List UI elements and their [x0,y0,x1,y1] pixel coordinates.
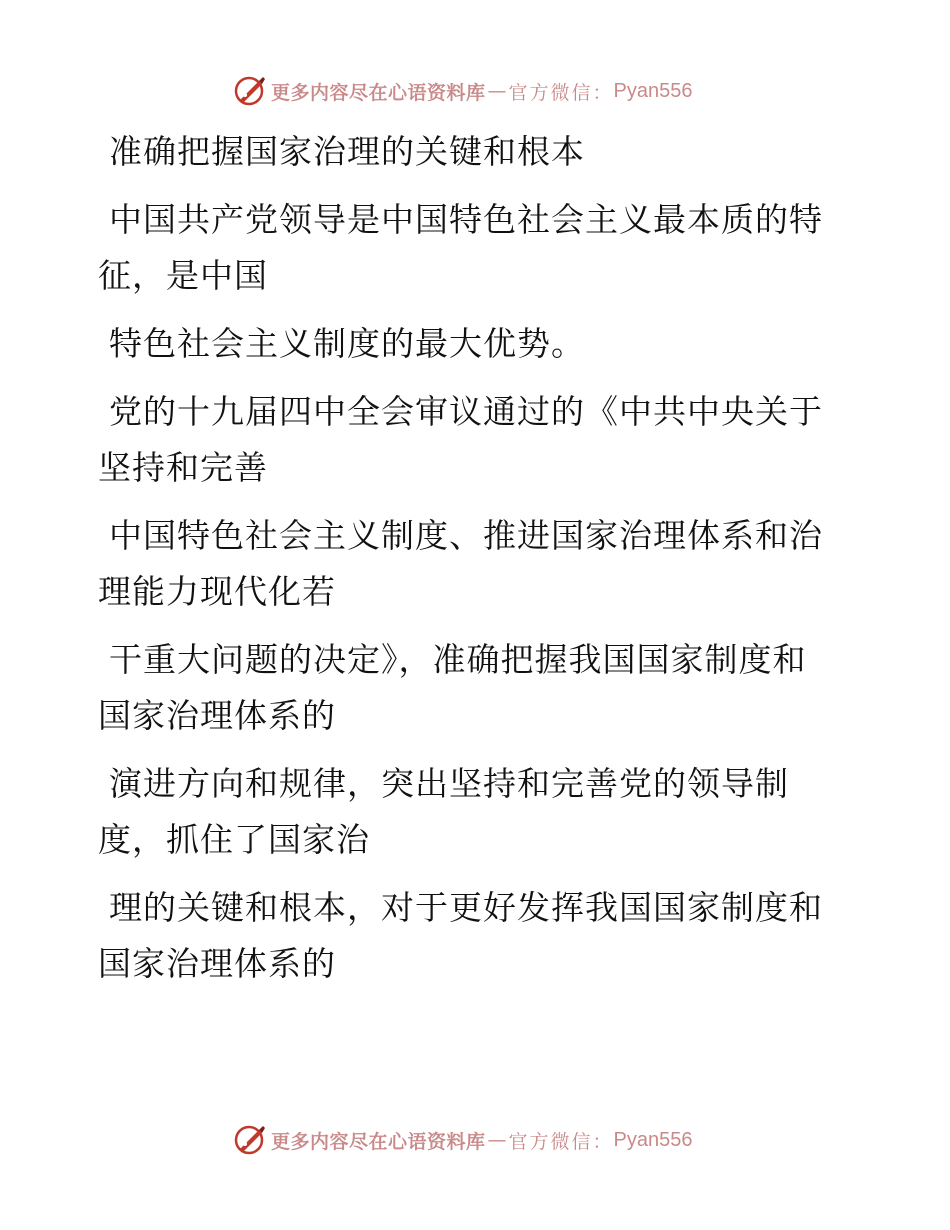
paragraph [98,880,838,992]
footer-wechat-id: Pyan556 [613,1128,693,1151]
header-watermark-text: 更多内容尽在心语资料库 [271,81,486,104]
paragraph-line: 演进方向和规律，突出坚持和完善党的领导制 [109,764,789,803]
paragraph-line: 国家治理体系的 [98,696,336,735]
paragraph-line: 党的十九届四中全会审议通过的《中共中央关于 [109,392,823,431]
document-body [98,124,838,992]
document-title: 准确把握国家治理的关键和根本 [109,132,585,171]
paragraph-line: 坚持和完善 [98,448,268,487]
paragraph-line: 中国特色社会主义制度、推进国家治理体系和治 [109,516,823,555]
paragraph-line: 征，是中国 [98,256,268,295]
paragraph [98,756,838,868]
paragraph-line: 理的关键和根本，对于更好发挥我国国家制度和 [109,888,823,927]
footer-watermark-text: 更多内容尽在心语资料库 [271,1130,486,1153]
paragraph [98,192,838,304]
paragraph-line: 干重大问题的决定》，准确把握我国国家制度和 [109,640,807,679]
footer-wechat-label: 官方微信： [508,1130,614,1153]
paragraph-line: 理能力现代化若 [98,572,336,611]
paragraph [98,508,838,620]
paragraph-line: 中国共产党领导是中国特色社会主义最本质的特 [109,200,823,239]
paragraph-line: 特色社会主义制度的最大优势。 [109,324,585,363]
paragraph-line: 度，抓住了国家治 [98,820,370,859]
paragraph-line: 国家治理体系的 [98,944,336,983]
header-watermark-dash: — [487,80,507,102]
paragraph [98,384,838,496]
paragraph [98,632,838,744]
header-wechat-label: 官方微信： [508,81,614,104]
footer-watermark [233,1121,693,1159]
paragraph [98,316,838,372]
header-watermark [233,72,693,110]
header-wechat-id: Pyan556 [613,79,693,102]
footer-watermark-dash: — [487,1129,507,1151]
pen-logo-icon [233,74,267,108]
pen-logo-icon [233,1123,267,1157]
